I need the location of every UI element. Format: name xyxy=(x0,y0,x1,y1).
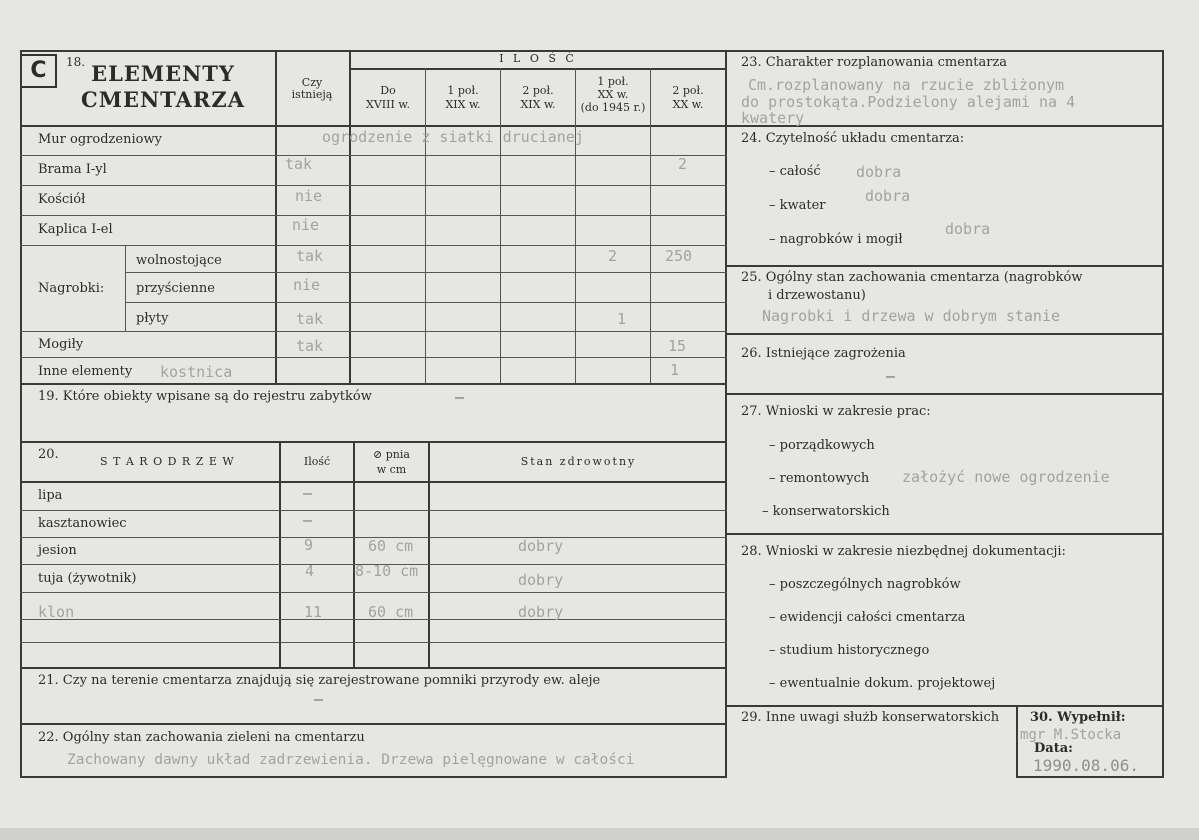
s18-col-p1 xyxy=(425,68,426,383)
s25-label-1: 25. Ogólny stan zachowania cmentarza (nagrobków xyxy=(741,270,1083,285)
row-label-mur: Mur ogrodzeniowy xyxy=(38,132,162,147)
s18-col-label xyxy=(275,50,277,383)
s20-col-pnia-header-2: w cm xyxy=(376,463,407,476)
row-label-brama: Brama I-yl xyxy=(38,162,107,177)
s20-tuja-pnia: 8-10 cm xyxy=(355,562,419,580)
s30-label: 30. Wypełnił: xyxy=(1030,710,1126,725)
s18-number: 18. xyxy=(66,55,86,69)
s18-col-p2 xyxy=(500,68,501,383)
period-5-line1: 2 poł. xyxy=(672,84,704,97)
s20-lipa-ilosc: – xyxy=(303,484,313,502)
s29-s30-divider xyxy=(1016,705,1018,778)
s18-row-3 xyxy=(20,215,727,216)
s18-col-exists-header: Czy istnieją xyxy=(291,76,333,102)
s24-value-calosc: dobra xyxy=(856,163,902,181)
s28-label: 28. Wnioski w zakresie niezbędnej dokumentacji: xyxy=(741,544,1066,559)
s20-number: 20. xyxy=(38,447,59,462)
s25-value: Nagrobki i drzewa w dobrym stanie xyxy=(762,307,1061,325)
s29-label: 29. Inne uwagi służb konserwatorskich xyxy=(741,710,1000,725)
s28-item-1: – poszczególnych nagrobków xyxy=(769,577,961,592)
s18-period-4 xyxy=(576,75,650,115)
period-4-line2: XX w. xyxy=(597,88,629,102)
s20-col-ilosc xyxy=(279,441,281,667)
s20-klon-pnia: 60 cm xyxy=(368,603,414,621)
s20-col-stan-header: Stan zdrowotny xyxy=(520,455,637,468)
s20-klon-stan: dobry xyxy=(518,603,564,621)
s27-item-remontowych: – remontowych xyxy=(769,471,870,486)
s20-col-stan xyxy=(428,441,430,667)
s20-header-bottom xyxy=(20,481,727,483)
s18-ilosc-header: I L O Ś Ć xyxy=(499,52,577,65)
card-edge-shadow xyxy=(0,828,1199,840)
s22-value: Zachowany dawny układ zadrzewienia. Drzewa pielęgnowane w całości xyxy=(67,752,635,768)
s24-item-calosc: – całość xyxy=(769,164,821,179)
s23-line3: kwatery xyxy=(741,109,805,127)
s18-title-line2: CMENTARZA xyxy=(80,87,245,112)
s27-item-porzadkowych: – porządkowych xyxy=(769,438,875,453)
s27-label: 27. Wnioski w zakresie prac: xyxy=(741,404,931,419)
value-brama-count: 2 xyxy=(678,155,688,173)
s18-row-1 xyxy=(20,155,727,156)
value-wolno-2pol-xx: 250 xyxy=(665,247,693,265)
frame-bottom-right xyxy=(1016,776,1164,778)
period-1-line1: Do xyxy=(380,84,396,97)
s20-row-4 xyxy=(20,592,727,593)
period-2-line2: XIX w. xyxy=(445,97,481,111)
s26-label: 26. Istniejące zagrożenia xyxy=(741,346,906,361)
s19-value: – xyxy=(455,388,465,406)
s20-row-6 xyxy=(20,642,727,643)
s21-bottom xyxy=(20,723,727,725)
s18-col-nagrobki-split xyxy=(125,245,126,331)
s18-col-p3 xyxy=(575,68,576,383)
period-3-line1: 2 poł. xyxy=(522,84,554,97)
s24-item-nagrobkow: – nagrobków i mogił xyxy=(769,232,903,247)
s20-tuja-ilosc: 4 xyxy=(305,562,315,580)
s20-tree-lipa: lipa xyxy=(38,488,63,503)
value-inne-2pol-xx: 1 xyxy=(670,361,680,379)
s27-value-remontowych: założyć nowe ogrodzenie xyxy=(902,468,1110,486)
s27-bottom xyxy=(725,533,1164,535)
s18-bottom xyxy=(20,383,727,385)
value-mogily-2pol-xx: 15 xyxy=(668,337,687,355)
period-4-line1: 1 poł. xyxy=(597,75,629,88)
row-label-inne: Inne elementy xyxy=(38,364,133,379)
s24-value-nagrobkow: dobra xyxy=(945,220,991,238)
period-2-line1: 1 poł. xyxy=(447,84,479,97)
s18-row-6 xyxy=(125,302,727,303)
value-mur: ogrodzenie z siatki drucianej xyxy=(322,128,584,146)
s18-row-7 xyxy=(20,331,727,332)
s23-label: 23. Charakter rozplanowania cmentarza xyxy=(741,55,1008,70)
value-mogily-exists: tak xyxy=(296,337,324,355)
corner-letter: C xyxy=(20,54,57,88)
s20-kasztanowiec-ilosc: – xyxy=(303,511,313,529)
s20-col-pnia-header-1: ⊘ pnia xyxy=(373,448,410,461)
s18-col-p4 xyxy=(650,68,651,383)
s25-bottom xyxy=(725,333,1164,335)
s19-label: 19. Które obiekty wpisane są do rejestru zabytków xyxy=(38,389,372,404)
s18-row-2 xyxy=(20,185,727,186)
frame-top xyxy=(20,50,1164,52)
value-wolno-exists: tak xyxy=(296,247,324,265)
row-label-przyscienne: przyścienne xyxy=(136,281,215,296)
s18-period-1 xyxy=(351,84,425,112)
s24-bottom xyxy=(725,265,1164,267)
s18-row-8 xyxy=(20,357,727,358)
s20-tree-jesion: jesion xyxy=(38,543,77,558)
s20-jesion-stan: dobry xyxy=(518,537,564,555)
s20-col-ilosc-header: Ilość xyxy=(303,455,331,468)
s20-row-1 xyxy=(20,510,727,511)
s21-value: – xyxy=(314,690,324,708)
s20-tuja-stan: dobry xyxy=(518,571,564,589)
s24-item-kwater: – kwater xyxy=(769,198,826,213)
value-kosciol-exists: nie xyxy=(295,187,323,205)
value-przysc-exists: nie xyxy=(293,276,321,294)
s20-tree-tuja: tuja (żywotnik) xyxy=(38,571,137,586)
frame-right xyxy=(1162,50,1164,776)
s18-header-bottom xyxy=(20,125,727,127)
s23-line2: do prostokąta.Podzielony alejami na 4 xyxy=(741,93,1076,111)
s18-title-line1: ELEMENTY xyxy=(91,61,235,86)
row-label-wolnostojace: wolnostojące xyxy=(136,253,222,268)
period-3-line2: XIX w. xyxy=(520,97,556,111)
period-1-line2: XVIII w. xyxy=(366,97,410,111)
s18-row-4 xyxy=(20,245,727,246)
s20-tree-kasztanowiec: kasztanowiec xyxy=(38,516,127,531)
s23-line1: Cm.rozplanowany na rzucie zbliżonym xyxy=(748,76,1065,94)
row-label-kaplica: Kaplica I-el xyxy=(38,222,113,237)
s20-jesion-ilosc: 9 xyxy=(304,536,314,554)
s20-klon-ilosc: 11 xyxy=(304,603,323,621)
row-label-mogily: Mogiły xyxy=(38,337,84,352)
s24-value-kwater: dobra xyxy=(865,187,911,205)
s20-bottom xyxy=(20,667,727,669)
s27-item-konserwatorskich: – konserwatorskich xyxy=(762,504,890,519)
s22-label: 22. Ogólny stan zachowania zieleni na cmentarzu xyxy=(38,730,365,745)
s26-bottom xyxy=(725,393,1164,395)
s21-label: 21. Czy na terenie cmentarza znajdują się zarejestrowane pomniki przyrody ew. aleje xyxy=(38,673,601,688)
s25-label-2: i drzewostanu) xyxy=(768,288,866,303)
period-4-line3: (do 1945 r.) xyxy=(580,101,646,115)
s20-jesion-pnia: 60 cm xyxy=(368,537,414,555)
frame-bottom-left xyxy=(20,776,727,778)
s26-value: – xyxy=(886,367,896,385)
s20-title: S T A R O D R Z E W xyxy=(100,455,235,468)
s18-period-2 xyxy=(426,84,500,112)
s18-period-3 xyxy=(501,84,575,112)
value-plyty-1pol-xx: 1 xyxy=(617,310,627,328)
s28-bottom xyxy=(725,705,1164,707)
row-label-kosciol: Kościół xyxy=(38,192,86,207)
period-5-line2: XX w. xyxy=(672,97,704,111)
value-plyty-exists: tak xyxy=(296,310,324,328)
s18-ilosc-underline xyxy=(349,68,727,70)
s30-date: 1990.08.06. xyxy=(1033,756,1139,775)
value-kaplica-exists: nie xyxy=(292,216,320,234)
value-inne-name: kostnica xyxy=(160,363,233,381)
s28-item-2: – ewidencji całości cmentarza xyxy=(769,610,966,625)
s20-tree-klon: klon xyxy=(38,603,75,621)
s18-row-5 xyxy=(125,272,727,273)
s30-name: mgr M.Stocka xyxy=(1020,727,1122,743)
s30-date-label: Data: xyxy=(1034,741,1073,756)
s18-period-5 xyxy=(651,84,725,112)
value-wolno-1pol-xx: 2 xyxy=(608,247,618,265)
value-brama-exists: tak xyxy=(285,155,313,173)
s28-item-3: – studium historycznego xyxy=(769,643,930,658)
row-label-plyty: płyty xyxy=(136,311,169,326)
s28-item-4: – ewentualnie dokum. projektowej xyxy=(769,676,996,691)
s19-bottom xyxy=(20,441,727,443)
row-label-nagrobki: Nagrobki: xyxy=(38,281,105,296)
s24-label: 24. Czytelność układu cmentarza: xyxy=(741,131,965,146)
